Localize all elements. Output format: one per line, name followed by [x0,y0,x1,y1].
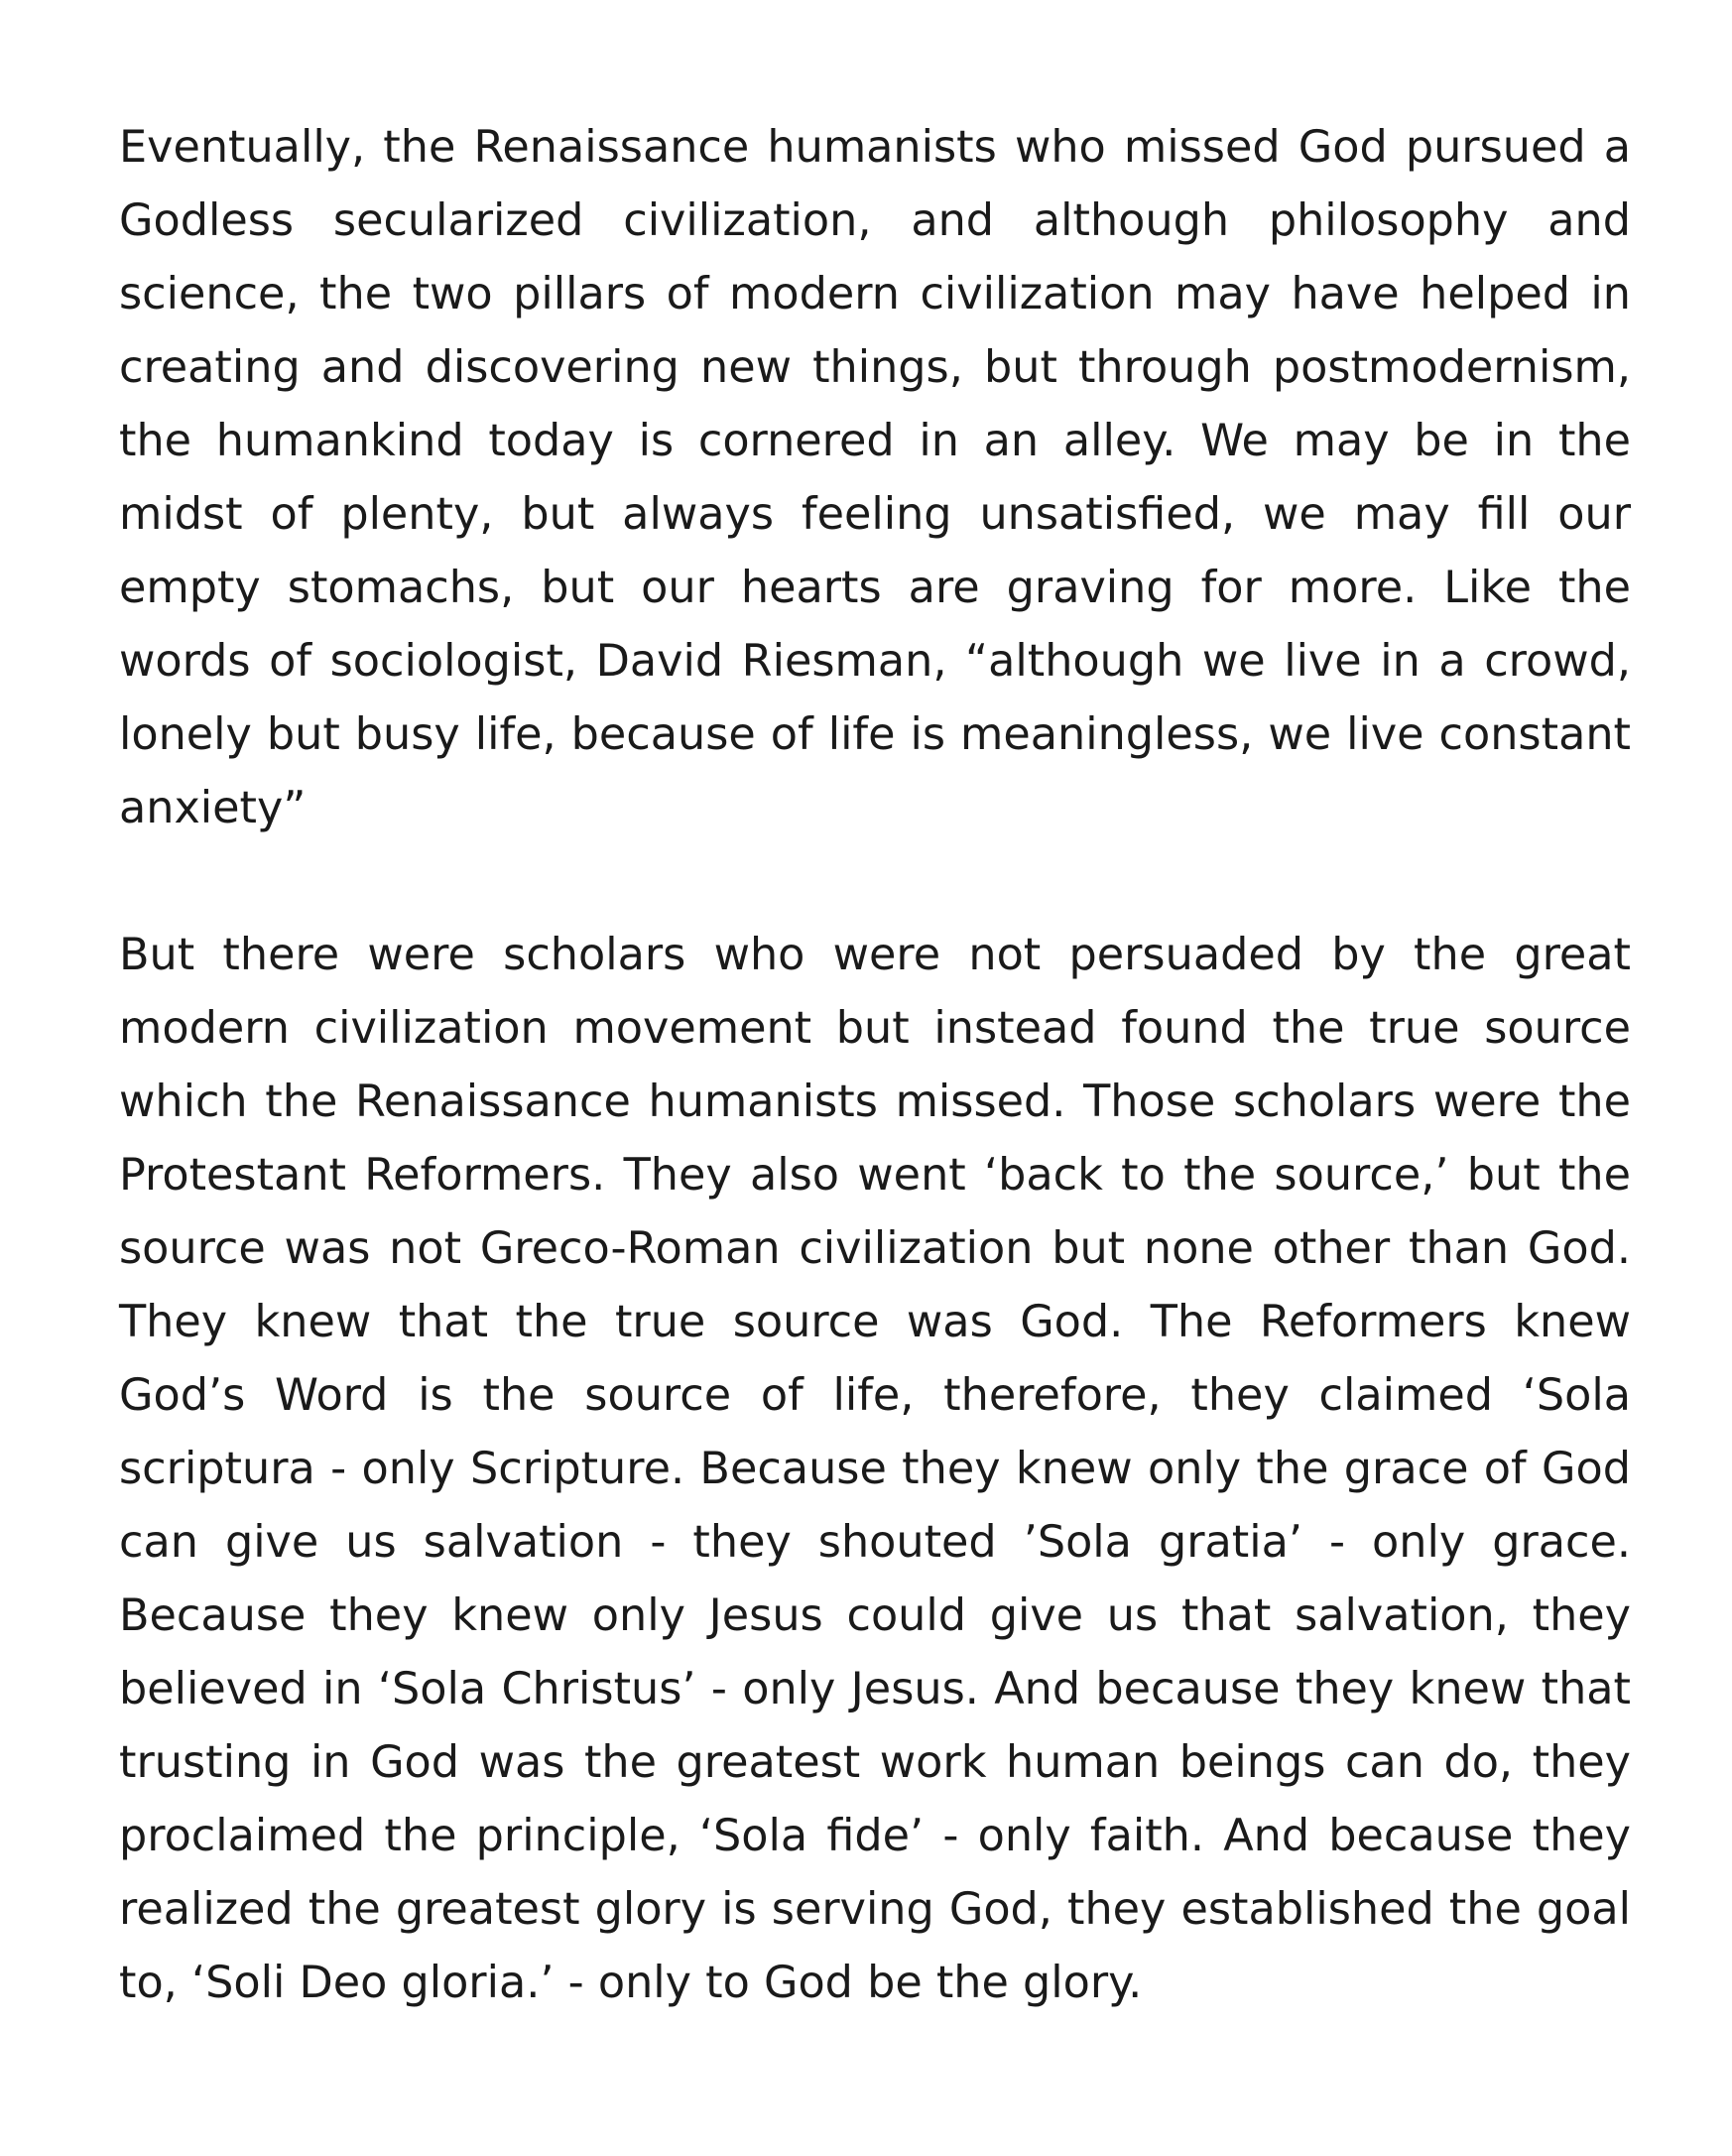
paragraph-spacer [119,845,1631,919]
paragraph-protestant-reformers: But there were scholars who were not persuaded by the great modern civilization movement but instead found the true source which the Renaissance humanists missed. Those scholars were the Protestant Reformers. They also went ‘back to the source,’ but the source was not Greco-Roman civilization but none other than God. They knew that the true source was God. The Reformers knew God’s Word is the source of life, therefore, they claimed ‘Sola scriptura - only Scripture. Because they knew only the grace of God can give us salvation - they shouted ’Sola gratia’ - only grace. Because they knew only Jesus could give us that salvation, they believed in ‘Sola Christus’ - only Jesus. And because they knew that trusting in God was the greatest work human beings can do, they proclaimed the principle, ‘Sola fide’ - only faith. And because they realized the greatest glory is serving God, they established the goal to, ‘Soli Deo gloria.’ - only to God be the glory. [119,930,1631,2008]
paragraph-renaissance-humanists: Eventually, the Renaissance humanists who missed God pursued a Godless secularized civilization, and although philosophy and science, the two pillars of modern civilization may have helped in creating and discovering new things, but through postmodernism, the humankind today is cornered in an alley. We may be in the midst of plenty, but always feeling unsatisfied, we may fill our empty stomachs, but our hearts are graving for more. Like the words of sociologist, David Riesman, “although we live in a crowd, lonely but busy life, because of life is meaningless, we live constant anxiety” [119,122,1631,833]
document-page [119,111,1631,2020]
